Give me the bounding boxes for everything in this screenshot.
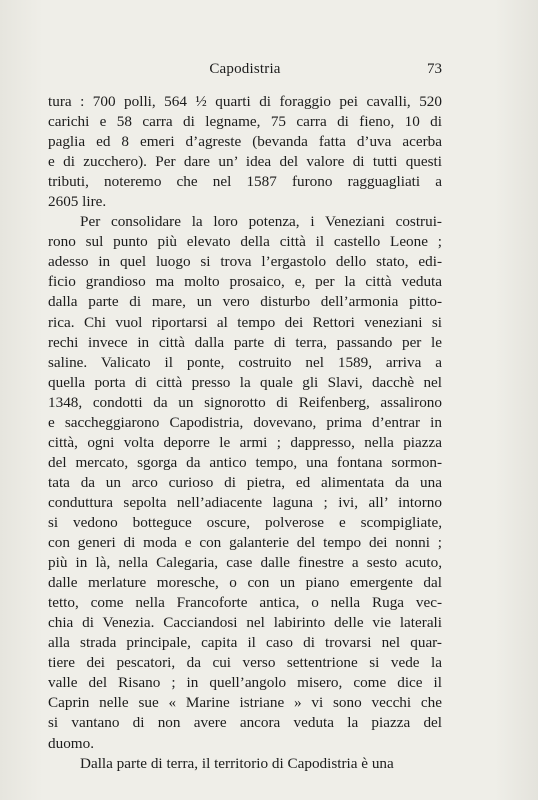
text-line: del mercato, sgorga da antico tempo, una fontana sormon-	[48, 453, 442, 471]
text-line: tura : 700 polli, 564 ½ quarti di foraggio pei cavalli, 520	[48, 93, 442, 110]
text-line: rono sul punto più elevato della città il castello Leone ;	[48, 233, 442, 251]
text-line: e saccheggiarono Capodistria, dovevano, prima d’entrar in	[48, 413, 442, 431]
text-line: dalla parte di mare, un vero disturbo dell’armonia pitto-	[48, 293, 442, 311]
text-line: tata da un arco curioso di pietra, ed alimentata da una	[48, 473, 442, 491]
body-text	[48, 92, 442, 774]
text-line: adesso in quel luogo si trova l’ergastolo dello stato, edi-	[48, 253, 442, 271]
text-line: ficio grandioso ma molto prosaico, e, per la città veduta	[48, 273, 442, 291]
running-head	[48, 61, 442, 81]
text-line: tiere dei pescatori, da cui verso settentrione si vede la	[48, 654, 442, 672]
text-line: dalle merlature moresche, o con un piano emergente dal	[48, 574, 442, 592]
page-number: 73	[427, 61, 442, 77]
text-line: conduttura sepolta nell’adiacente laguna ; ivi, all’ intorno	[48, 493, 442, 511]
paragraph	[48, 754, 442, 774]
text-line: e di zucchero). Per dare un’ idea del valore di tutti questi	[48, 153, 442, 171]
text-line: con generi di moda e con galanterie del tempo dei nonni ;	[48, 534, 442, 552]
text-line: 1348, condotti da un signorotto di Reifenberg, assalirono	[48, 393, 442, 411]
text-line: valle del Risano ; in quell’angolo misero, come dice il	[48, 674, 442, 692]
text-line: carichi e 58 carra di legname, 75 carra di fieno, 10 di	[48, 113, 442, 131]
text-line: quella porta di città presso la quale gli Slavi, dacchè nel	[48, 373, 442, 391]
text-line: rica. Chi vuol riportarsi al tempo dei Rettori veneziani si	[48, 313, 442, 331]
text-line: si vedono botteguce oscure, polverose e scompigliate,	[48, 513, 442, 531]
paragraph	[48, 92, 442, 212]
text-line: Dalla parte di terra, il territorio di Capodistria è una	[80, 754, 394, 772]
text-line: 2605 lire.	[48, 193, 107, 211]
text-line: tetto, come nella Francoforte antica, o nella Ruga vec-	[48, 594, 442, 612]
text-line: città, ogni volta deporre le armi ; dappresso, nella piazza	[48, 433, 442, 451]
text-line: duomo.	[48, 734, 94, 752]
text-line: si vantano di non avere ancora veduta la piazza del	[48, 714, 442, 732]
text-line: chia di Venezia. Cacciandosi nel labirinto delle vie laterali	[48, 614, 442, 632]
paragraph	[48, 212, 442, 753]
text-line: Caprin nelle sue « Marine istriane » vi sono vecchi che	[48, 694, 442, 712]
text-line: tributi, noteremo che nel 1587 furono ragguagliati a	[48, 173, 442, 191]
text-line: paglia ed 8 emeri d’agreste (bevanda fatta d’uva acerba	[48, 133, 442, 151]
text-line: alla strada principale, capita il caso di trovarsi nel quar-	[48, 634, 442, 652]
text-line: più in là, nella Calegaria, case dalle finestre a sesto acuto,	[48, 554, 442, 572]
text-line: Per consolidare la loro potenza, i Veneziani costrui-	[80, 213, 442, 231]
running-title: Capodistria	[209, 61, 281, 77]
text-line: saline. Valicato il ponte, costruito nel 1589, arriva a	[48, 353, 442, 371]
text-line: rechi invece in città dalla parte di terra, passando per le	[48, 333, 442, 351]
